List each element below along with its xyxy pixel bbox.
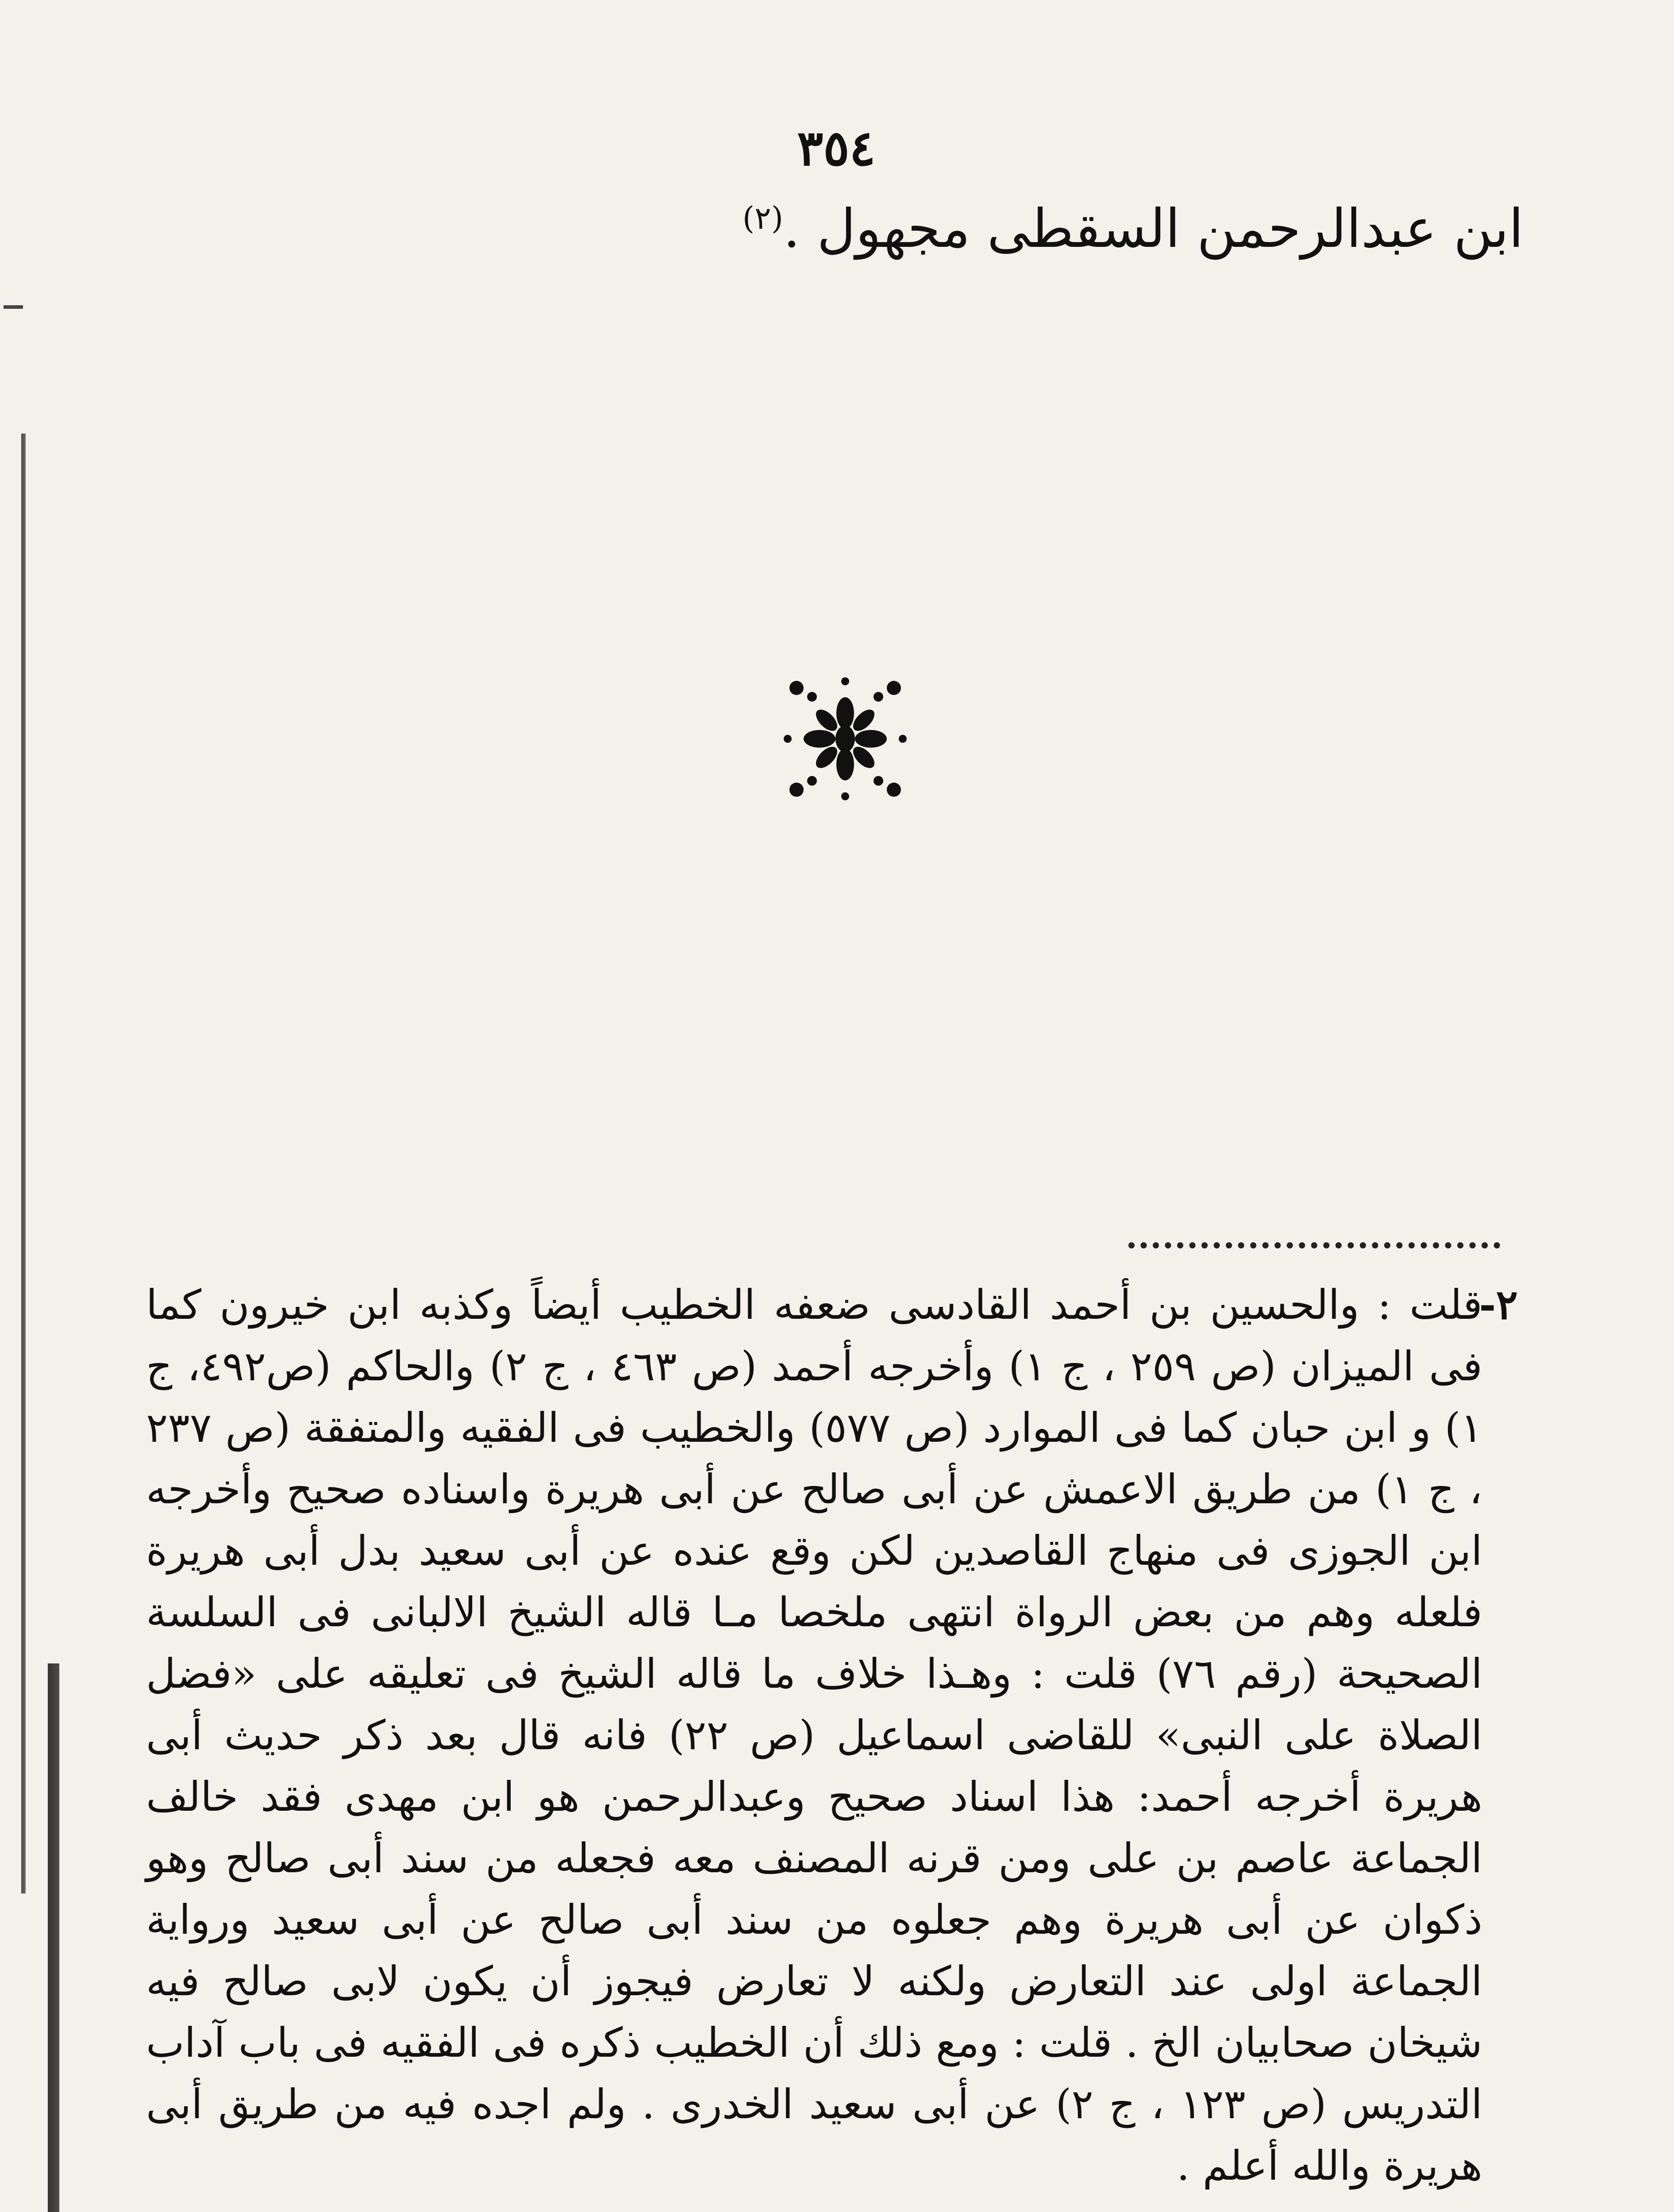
scan-edge-mark <box>4 305 23 309</box>
page-number: ٣٥٤ <box>797 119 876 177</box>
footnote-reference: (٢) <box>742 200 784 236</box>
body-text: ابن عبدالرحمن السقطى مجهول . <box>783 198 1524 260</box>
footnote-number: ٢- <box>1479 1281 1518 1329</box>
scan-edge-shadow <box>21 434 26 1893</box>
footnote-text: قلت : والحسين بن أحمد القادسى ضعفه الخطيب أيضاً وكذبه ابن خيرون كما فى الميزان (ص ٢٥٩ ، ج ١) وأخرجه أحمد (ص ٤٦٣ ، ج ٢) والحاكم (ص٤٩٢، ج ١) و ابن حبان كما فى الموارد (ص ٥٧٧) والخطيب فى الفقيه والمتفقة (ص ٢٣٧ ، ج ١) من طريق الاعمش عن أبى صالح عن أبى هريرة واسناده صحيح وأخرجه ابن الجوزى فى منهاج القاصدين لكن وقع عنده عن أبى سعيد بدل أبى هريرة فلعله وهم من بعض الرواة انتهى ملخصا مـا قاله الشيخ الالبانى فى السلسة الصحيحة (رقم ٧٦) قلت : وهـذا خلاف ما قاله الشيخ فى تعليقه على «فضل الصلاة على النبى» للقاضى اسماعيل (ص ٢٢) فانه قال بعد ذكر حديث أبى هريرة أخرجه أحمد: هذا اسناد صحيح وعبدالرحمن هو ابن مهدى فقد خالف الجماعة عاصم بن على ومن قرنه المصنف معه فجعله من سند أبى صالح وهو ذكوان عن أبى هريرة وهم جعلوه من سند أبى صالح عن أبى سعيد ورواية الجماعة اولى عند التعارض ولكنه لا تعارض فيجوز أن يكون لابى صالح فيه شيخان صحابيان الخ . قلت : ومع ذلك أن الخطيب ذكره فى الفقيه فى باب آداب التدريس (ص ١٢٣ ، ج ٢) عن أبى سعيد الخدرى . ولم اجده فيه من طريق أبى هريرة والله أعلم . <box>146 1281 1483 2189</box>
body-text-line <box>196 195 1524 264</box>
footnote <box>146 1274 1482 2197</box>
scan-edge-shadow-lower <box>48 1663 59 2212</box>
footnote-separator <box>1128 1242 1500 1248</box>
decorative-ornament-icon <box>770 664 920 814</box>
